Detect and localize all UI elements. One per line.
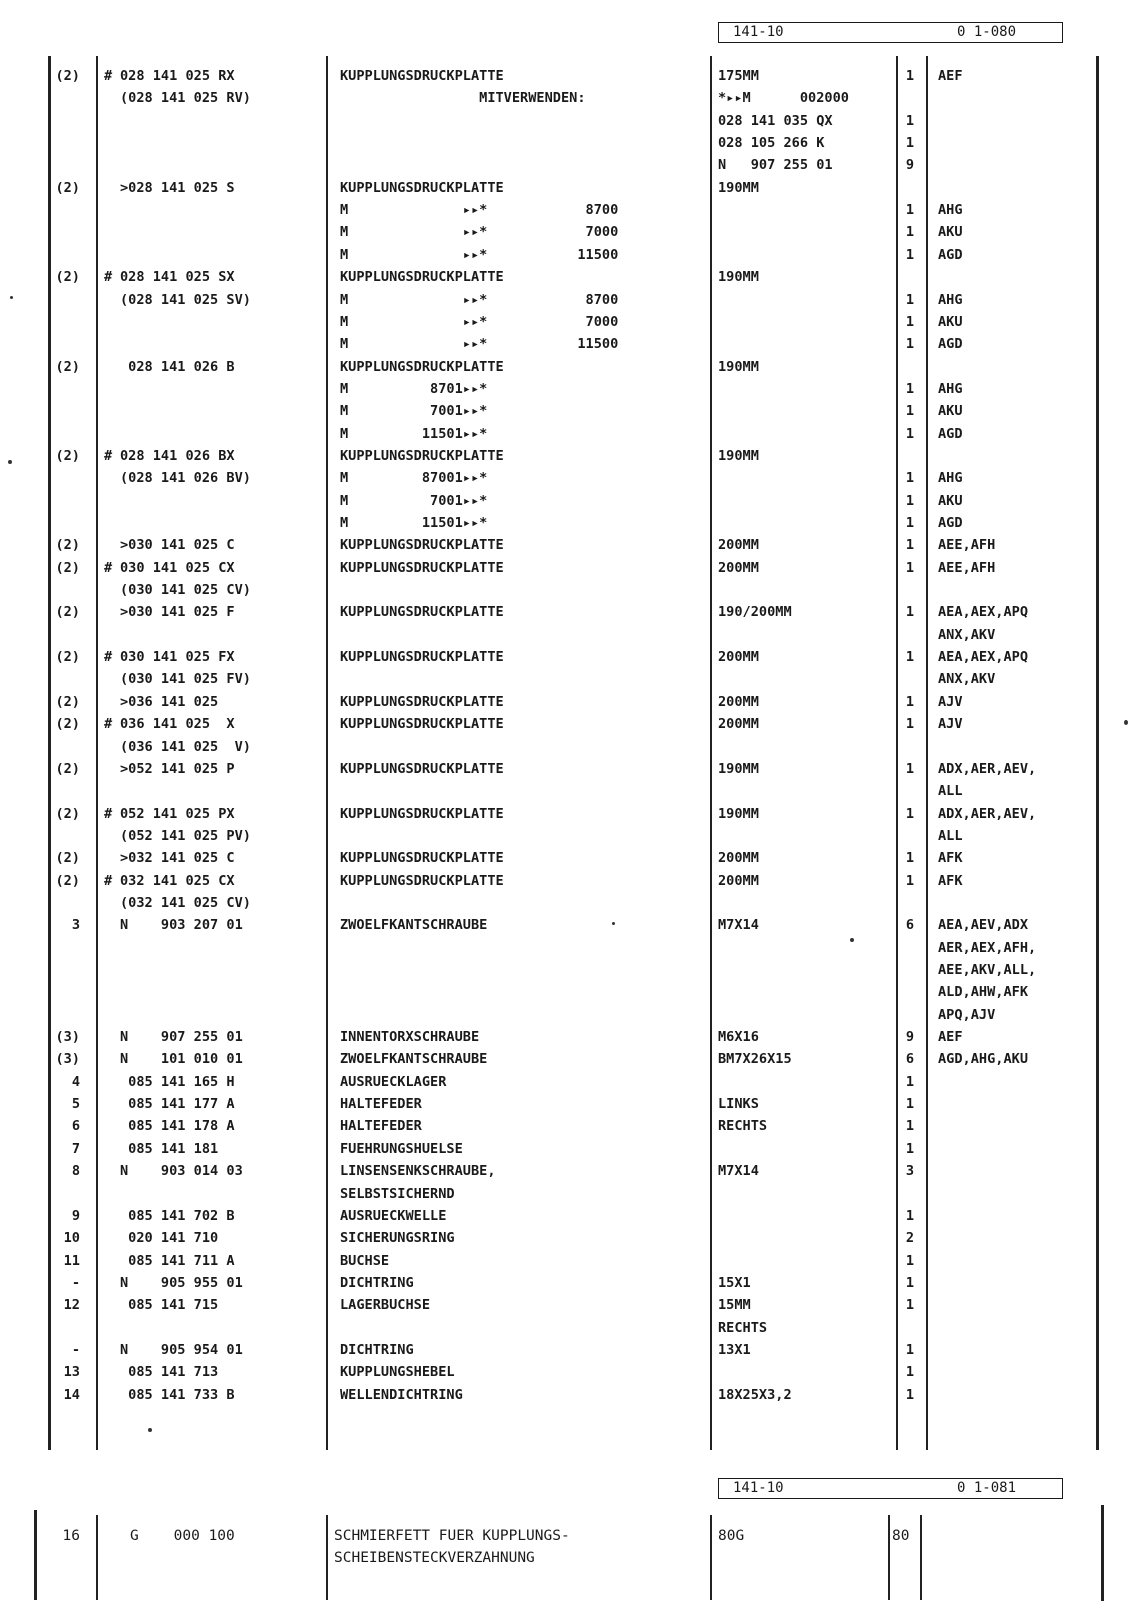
row-rmk: AEF <box>938 1029 963 1046</box>
row-spec: M6X16 <box>718 1029 759 1046</box>
row-spec: M7X14 <box>718 1163 759 1180</box>
row-qty: 3 <box>905 1163 914 1180</box>
bottom-rule-right <box>1101 1505 1104 1601</box>
row-spec: 190MM <box>718 358 759 375</box>
row-rmk: AKU <box>938 224 963 241</box>
row-part: 028 141 025 SX <box>120 269 235 286</box>
section-number-box <box>718 22 1063 43</box>
row-part: 028 141 026 B <box>120 358 235 375</box>
row-spec: RECHTS <box>718 1118 768 1135</box>
section-number-bottom: 141-10 <box>733 1480 784 1496</box>
row-spec: 200MM <box>718 872 759 889</box>
row-desc: AUSRUECKWELLE <box>340 1207 447 1224</box>
row-ref: 4 <box>71 1073 80 1090</box>
row-desc: M 11501▸▸* <box>340 515 488 531</box>
row-desc: M 7001▸▸* <box>340 403 488 420</box>
row-spec: 190MM <box>718 179 759 196</box>
row-flag: # <box>104 559 113 576</box>
row-part: (028 141 025 SV) <box>120 291 251 308</box>
row-qty: 1 <box>905 202 914 219</box>
row-rmk: AEE,AKV,ALL, <box>938 962 1037 978</box>
row-qty: 1 <box>905 224 914 241</box>
row-desc: KUPPLUNGSHEBEL <box>340 1364 455 1381</box>
row-qty: 1 <box>905 1140 914 1157</box>
row-rmk: AEA,AEX,APQ <box>938 649 1029 666</box>
row-part: 032 141 025 CX <box>120 872 235 889</box>
row-ref: 9 <box>71 1207 80 1224</box>
row-desc: DICHTRING <box>340 1274 414 1291</box>
row-part: N 905 955 01 <box>120 1274 243 1291</box>
row-spec: RECHTS <box>718 1319 768 1336</box>
row-qty: 1 <box>905 537 914 554</box>
row-part: (036 141 025 V) <box>120 738 251 755</box>
row-ref: 6 <box>71 1118 80 1135</box>
table-rule-desc <box>710 56 712 1450</box>
row-qty: 1 <box>905 313 914 330</box>
row-spec: 200MM <box>718 649 759 666</box>
row-spec: 190MM <box>718 447 759 464</box>
row-part: (030 141 025 FV) <box>120 671 251 688</box>
scan-speck <box>612 922 615 925</box>
row-part: 030 141 025 CX <box>120 559 235 576</box>
row-desc: KUPPLUNGSDRUCKPLATTE <box>340 693 504 710</box>
row-part: 085 141 715 <box>120 1297 219 1314</box>
row-qty: 1 <box>905 246 914 263</box>
row-desc: AUSRUECKLAGER <box>340 1073 447 1090</box>
row-part: 036 141 025 X <box>120 716 235 733</box>
row-rmk: AKU <box>938 403 963 420</box>
row-qty: 1 <box>905 649 914 666</box>
row-part: 085 141 713 <box>120 1364 219 1381</box>
row-desc: M ▸▸* 7000 <box>340 313 619 330</box>
row-ref: (2) <box>55 537 80 554</box>
row-desc: INNENTORXSCHRAUBE <box>340 1029 480 1046</box>
table-rule-qty <box>926 56 928 1450</box>
row-desc: KUPPLUNGSDRUCKPLATTE <box>340 872 504 889</box>
row-desc: KUPPLUNGSDRUCKPLATTE <box>340 850 504 867</box>
row-desc: M ▸▸* 11500 <box>340 246 619 263</box>
row-part: 085 141 177 A <box>120 1096 235 1113</box>
row-part: >052 141 025 P <box>120 760 235 777</box>
table-rule-part <box>326 56 328 1450</box>
row-qty: 1 <box>905 425 914 442</box>
row-rmk: AEA,AEV,ADX <box>938 917 1029 934</box>
row-rmk: ADX,AER,AEV, <box>938 760 1037 777</box>
row-desc: M 87001▸▸* <box>340 470 488 487</box>
row-desc: KUPPLUNGSDRUCKPLATTE <box>340 716 504 733</box>
row-qty: 1 <box>905 515 914 531</box>
row-qty: 1 <box>905 492 914 509</box>
row-qty: 1 <box>905 716 914 733</box>
row-spec: BM7X26X15 <box>718 1051 792 1068</box>
bottom-row-part: G 000 100 <box>130 1528 235 1544</box>
row-qty: 1 <box>905 112 914 129</box>
row-qty: 1 <box>905 693 914 710</box>
row-desc: KUPPLUNGSDRUCKPLATTE <box>340 179 504 196</box>
table-rule-ref <box>96 56 98 1450</box>
scan-speck <box>8 460 12 464</box>
row-part: N 903 207 01 <box>120 917 243 934</box>
row-ref: 3 <box>71 917 80 934</box>
row-part: (032 141 025 CV) <box>120 894 251 911</box>
bottom-rule-left <box>34 1510 37 1600</box>
row-qty: 1 <box>905 68 914 84</box>
row-part: >030 141 025 F <box>120 604 235 621</box>
row-ref: (2) <box>55 805 80 822</box>
row-rmk: AHG <box>938 470 963 487</box>
row-qty: 1 <box>905 403 914 420</box>
row-ref: 12 <box>63 1297 80 1314</box>
row-rmk: AHG <box>938 291 963 308</box>
row-part: N 903 014 03 <box>120 1163 243 1180</box>
row-ref: (2) <box>55 358 80 375</box>
row-part: (030 141 025 CV) <box>120 582 251 599</box>
row-part: 085 141 733 B <box>120 1386 235 1403</box>
row-qty: 1 <box>905 872 914 889</box>
row-rmk: AGD <box>938 336 963 353</box>
row-rmk: AFK <box>938 872 963 889</box>
bottom-rule-part <box>326 1515 328 1600</box>
row-rmk: ALL <box>938 783 963 800</box>
bottom-row-desc: SCHMIERFETT FUER KUPPLUNGS- <box>334 1528 570 1544</box>
scan-speck <box>1124 720 1128 725</box>
row-part: 085 141 181 <box>120 1140 219 1157</box>
row-rmk: AGD <box>938 246 963 263</box>
row-flag: # <box>104 649 113 666</box>
row-spec: 18X25X3,2 <box>718 1386 792 1403</box>
row-rmk: AJV <box>938 716 963 733</box>
row-rmk: APQ,AJV <box>938 1006 996 1023</box>
row-part: 028 141 025 RX <box>120 68 235 84</box>
row-qty: 1 <box>905 559 914 576</box>
row-ref: (2) <box>55 269 80 286</box>
row-qty: 1 <box>905 1118 914 1135</box>
row-part: 085 141 711 A <box>120 1252 235 1269</box>
row-qty: 1 <box>905 1364 914 1381</box>
row-rmk: AGD <box>938 425 963 442</box>
row-ref: 5 <box>71 1096 80 1113</box>
table-rule-right <box>1096 56 1099 1450</box>
row-ref: (2) <box>55 604 80 621</box>
bottom-rule-qty <box>920 1515 922 1600</box>
row-ref: (2) <box>55 179 80 196</box>
row-spec: 190MM <box>718 269 759 286</box>
row-part: N 101 010 01 <box>120 1051 243 1068</box>
row-qty: 1 <box>905 760 914 777</box>
row-ref: - <box>71 1274 80 1291</box>
row-qty: 1 <box>905 1274 914 1291</box>
row-spec: M7X14 <box>718 917 759 934</box>
row-part: 030 141 025 FX <box>120 649 235 666</box>
row-part: (028 141 025 RV) <box>120 90 251 107</box>
row-desc: M 7001▸▸* <box>340 492 488 509</box>
row-desc: ZWOELFKANTSCHRAUBE <box>340 1051 488 1068</box>
row-rmk: ANX,AKV <box>938 671 996 688</box>
row-desc: WELLENDICHTRING <box>340 1386 463 1403</box>
bottom-rule-ref <box>96 1515 98 1600</box>
row-ref: (2) <box>55 447 80 464</box>
row-desc: LINSENSENKSCHRAUBE, <box>340 1163 496 1180</box>
row-desc: M ▸▸* 11500 <box>340 336 619 353</box>
row-spec: 200MM <box>718 850 759 867</box>
bottom-row-ref: 16 <box>62 1528 80 1544</box>
row-desc: SELBSTSICHERND <box>340 1185 455 1202</box>
row-qty: 2 <box>905 1230 914 1247</box>
row-rmk: AEE,AFH <box>938 559 996 576</box>
row-rmk: ANX,AKV <box>938 626 996 643</box>
row-part: (052 141 025 PV) <box>120 827 251 844</box>
row-rmk: ALL <box>938 827 963 844</box>
row-spec: 190/200MM <box>718 604 792 621</box>
row-spec: 200MM <box>718 559 759 576</box>
page-number-bottom: 0 1-081 <box>957 1480 1017 1496</box>
row-rmk: ALD,AHW,AFK <box>938 984 1029 1001</box>
row-qty: 1 <box>905 1096 914 1113</box>
row-qty: 1 <box>905 291 914 308</box>
row-flag: # <box>104 269 113 286</box>
row-rmk: AKU <box>938 492 963 509</box>
row-qty: 1 <box>905 380 914 397</box>
row-ref: (2) <box>55 649 80 666</box>
row-ref: (3) <box>55 1051 80 1068</box>
row-ref: - <box>71 1341 80 1358</box>
row-desc: KUPPLUNGSDRUCKPLATTE <box>340 447 504 464</box>
row-qty: 6 <box>905 917 914 934</box>
row-spec: 190MM <box>718 805 759 822</box>
row-ref: (2) <box>55 716 80 733</box>
row-rmk: AJV <box>938 693 963 710</box>
row-flag: # <box>104 716 113 733</box>
bottom-row-qty: 80 <box>892 1528 910 1544</box>
scan-speck <box>10 296 13 299</box>
row-flag: # <box>104 872 113 889</box>
row-spec: 200MM <box>718 716 759 733</box>
row-desc: M 11501▸▸* <box>340 425 488 442</box>
row-ref: (2) <box>55 850 80 867</box>
row-rmk: AKU <box>938 313 963 330</box>
row-qty: 1 <box>905 1386 914 1403</box>
row-part: >032 141 025 C <box>120 850 235 867</box>
bottom-rule-desc <box>710 1515 712 1600</box>
row-rmk: AEE,AFH <box>938 537 996 554</box>
row-desc: BUCHSE <box>340 1252 390 1269</box>
scan-speck <box>850 938 854 942</box>
row-qty: 1 <box>905 470 914 487</box>
row-desc: KUPPLUNGSDRUCKPLATTE <box>340 537 504 554</box>
row-qty: 9 <box>905 157 914 174</box>
row-ref: 14 <box>63 1386 80 1403</box>
row-part: (028 141 026 BV) <box>120 470 251 487</box>
row-part: >028 141 025 S <box>120 179 235 196</box>
row-desc: KUPPLUNGSDRUCKPLATTE <box>340 604 504 621</box>
row-ref: (2) <box>55 872 80 889</box>
row-part: >030 141 025 C <box>120 537 235 554</box>
row-flag: # <box>104 805 113 822</box>
row-flag: # <box>104 68 113 84</box>
bottom-rule-spec <box>888 1515 890 1600</box>
row-ref: 7 <box>71 1140 80 1157</box>
bottom-row-spec: 80G <box>718 1528 745 1544</box>
row-desc: KUPPLUNGSDRUCKPLATTE <box>340 358 504 375</box>
row-qty: 1 <box>905 1252 914 1269</box>
row-spec: 200MM <box>718 693 759 710</box>
row-desc: KUPPLUNGSDRUCKPLATTE <box>340 760 504 777</box>
row-qty: 1 <box>905 604 914 621</box>
row-spec: LINKS <box>718 1096 759 1113</box>
row-spec: *▸▸M 002000 <box>718 90 849 107</box>
row-ref: 11 <box>63 1252 80 1269</box>
row-desc: M ▸▸* 8700 <box>340 202 619 219</box>
row-rmk: AEF <box>938 68 963 84</box>
section-number-box-bottom <box>718 1478 1063 1499</box>
row-ref: (2) <box>55 693 80 710</box>
row-spec: N 907 255 01 <box>718 157 833 174</box>
scan-speck <box>148 1428 152 1432</box>
row-part: N 905 954 01 <box>120 1341 243 1358</box>
row-rmk: AHG <box>938 380 963 397</box>
section-number: 141-10 <box>733 24 784 40</box>
row-ref: 8 <box>71 1163 80 1180</box>
row-qty: 1 <box>905 805 914 822</box>
row-qty: 1 <box>905 1073 914 1090</box>
row-part: 052 141 025 PX <box>120 805 235 822</box>
page-number: 0 1-080 <box>957 24 1017 40</box>
row-desc: M ▸▸* 7000 <box>340 224 619 241</box>
row-part: 020 141 710 <box>120 1230 219 1247</box>
row-desc: MITVERWENDEN: <box>340 90 586 107</box>
row-desc: M 8701▸▸* <box>340 380 488 397</box>
row-desc: KUPPLUNGSDRUCKPLATTE <box>340 805 504 822</box>
row-spec: 15MM <box>718 1297 751 1314</box>
row-spec: 175MM <box>718 68 759 84</box>
row-desc: KUPPLUNGSDRUCKPLATTE <box>340 68 504 84</box>
row-spec: 028 141 035 QX <box>718 112 833 129</box>
row-desc: M ▸▸* 8700 <box>340 291 619 308</box>
row-desc: FUEHRUNGSHUELSE <box>340 1140 463 1157</box>
row-desc: HALTEFEDER <box>340 1118 422 1135</box>
row-rmk: AGD,AHG,AKU <box>938 1051 1029 1068</box>
row-desc: DICHTRING <box>340 1341 414 1358</box>
row-desc: HALTEFEDER <box>340 1096 422 1113</box>
row-qty: 9 <box>905 1029 914 1046</box>
row-part: >036 141 025 <box>120 693 219 710</box>
row-desc: ZWOELFKANTSCHRAUBE <box>340 917 488 934</box>
row-flag: # <box>104 447 113 464</box>
row-desc: KUPPLUNGSDRUCKPLATTE <box>340 559 504 576</box>
row-ref: (3) <box>55 1029 80 1046</box>
row-qty: 1 <box>905 1207 914 1224</box>
row-rmk: ADX,AER,AEV, <box>938 805 1037 822</box>
row-part: 085 141 178 A <box>120 1118 235 1135</box>
row-part: 085 141 702 B <box>120 1207 235 1224</box>
row-desc: LAGERBUCHSE <box>340 1297 431 1314</box>
row-ref: (2) <box>55 760 80 777</box>
row-rmk: AEA,AEX,APQ <box>938 604 1029 621</box>
row-spec: 200MM <box>718 537 759 554</box>
row-ref: 13 <box>63 1364 80 1381</box>
row-desc: KUPPLUNGSDRUCKPLATTE <box>340 269 504 286</box>
row-spec: 15X1 <box>718 1274 751 1291</box>
row-qty: 1 <box>905 336 914 353</box>
row-ref: 10 <box>63 1230 80 1247</box>
row-rmk: AGD <box>938 515 963 531</box>
row-rmk: AHG <box>938 202 963 219</box>
row-ref: (2) <box>55 559 80 576</box>
row-spec: 190MM <box>718 760 759 777</box>
row-spec: 13X1 <box>718 1341 751 1358</box>
row-rmk: AER,AEX,AFH, <box>938 939 1037 956</box>
bottom-row-desc: SCHEIBENSTECKVERZAHNUNG <box>334 1550 535 1566</box>
row-qty: 1 <box>905 1341 914 1358</box>
row-qty: 1 <box>905 850 914 867</box>
row-desc: SICHERUNGSRING <box>340 1230 455 1247</box>
row-part: 028 141 026 BX <box>120 447 235 464</box>
row-spec: 028 105 266 K <box>718 135 825 152</box>
row-desc: KUPPLUNGSDRUCKPLATTE <box>340 649 504 666</box>
row-ref: (2) <box>55 68 80 84</box>
row-part: 085 141 165 H <box>120 1073 235 1090</box>
row-part: N 907 255 01 <box>120 1029 243 1046</box>
row-qty: 1 <box>905 1297 914 1314</box>
row-qty: 1 <box>905 135 914 152</box>
row-qty: 6 <box>905 1051 914 1068</box>
row-rmk: AFK <box>938 850 963 867</box>
